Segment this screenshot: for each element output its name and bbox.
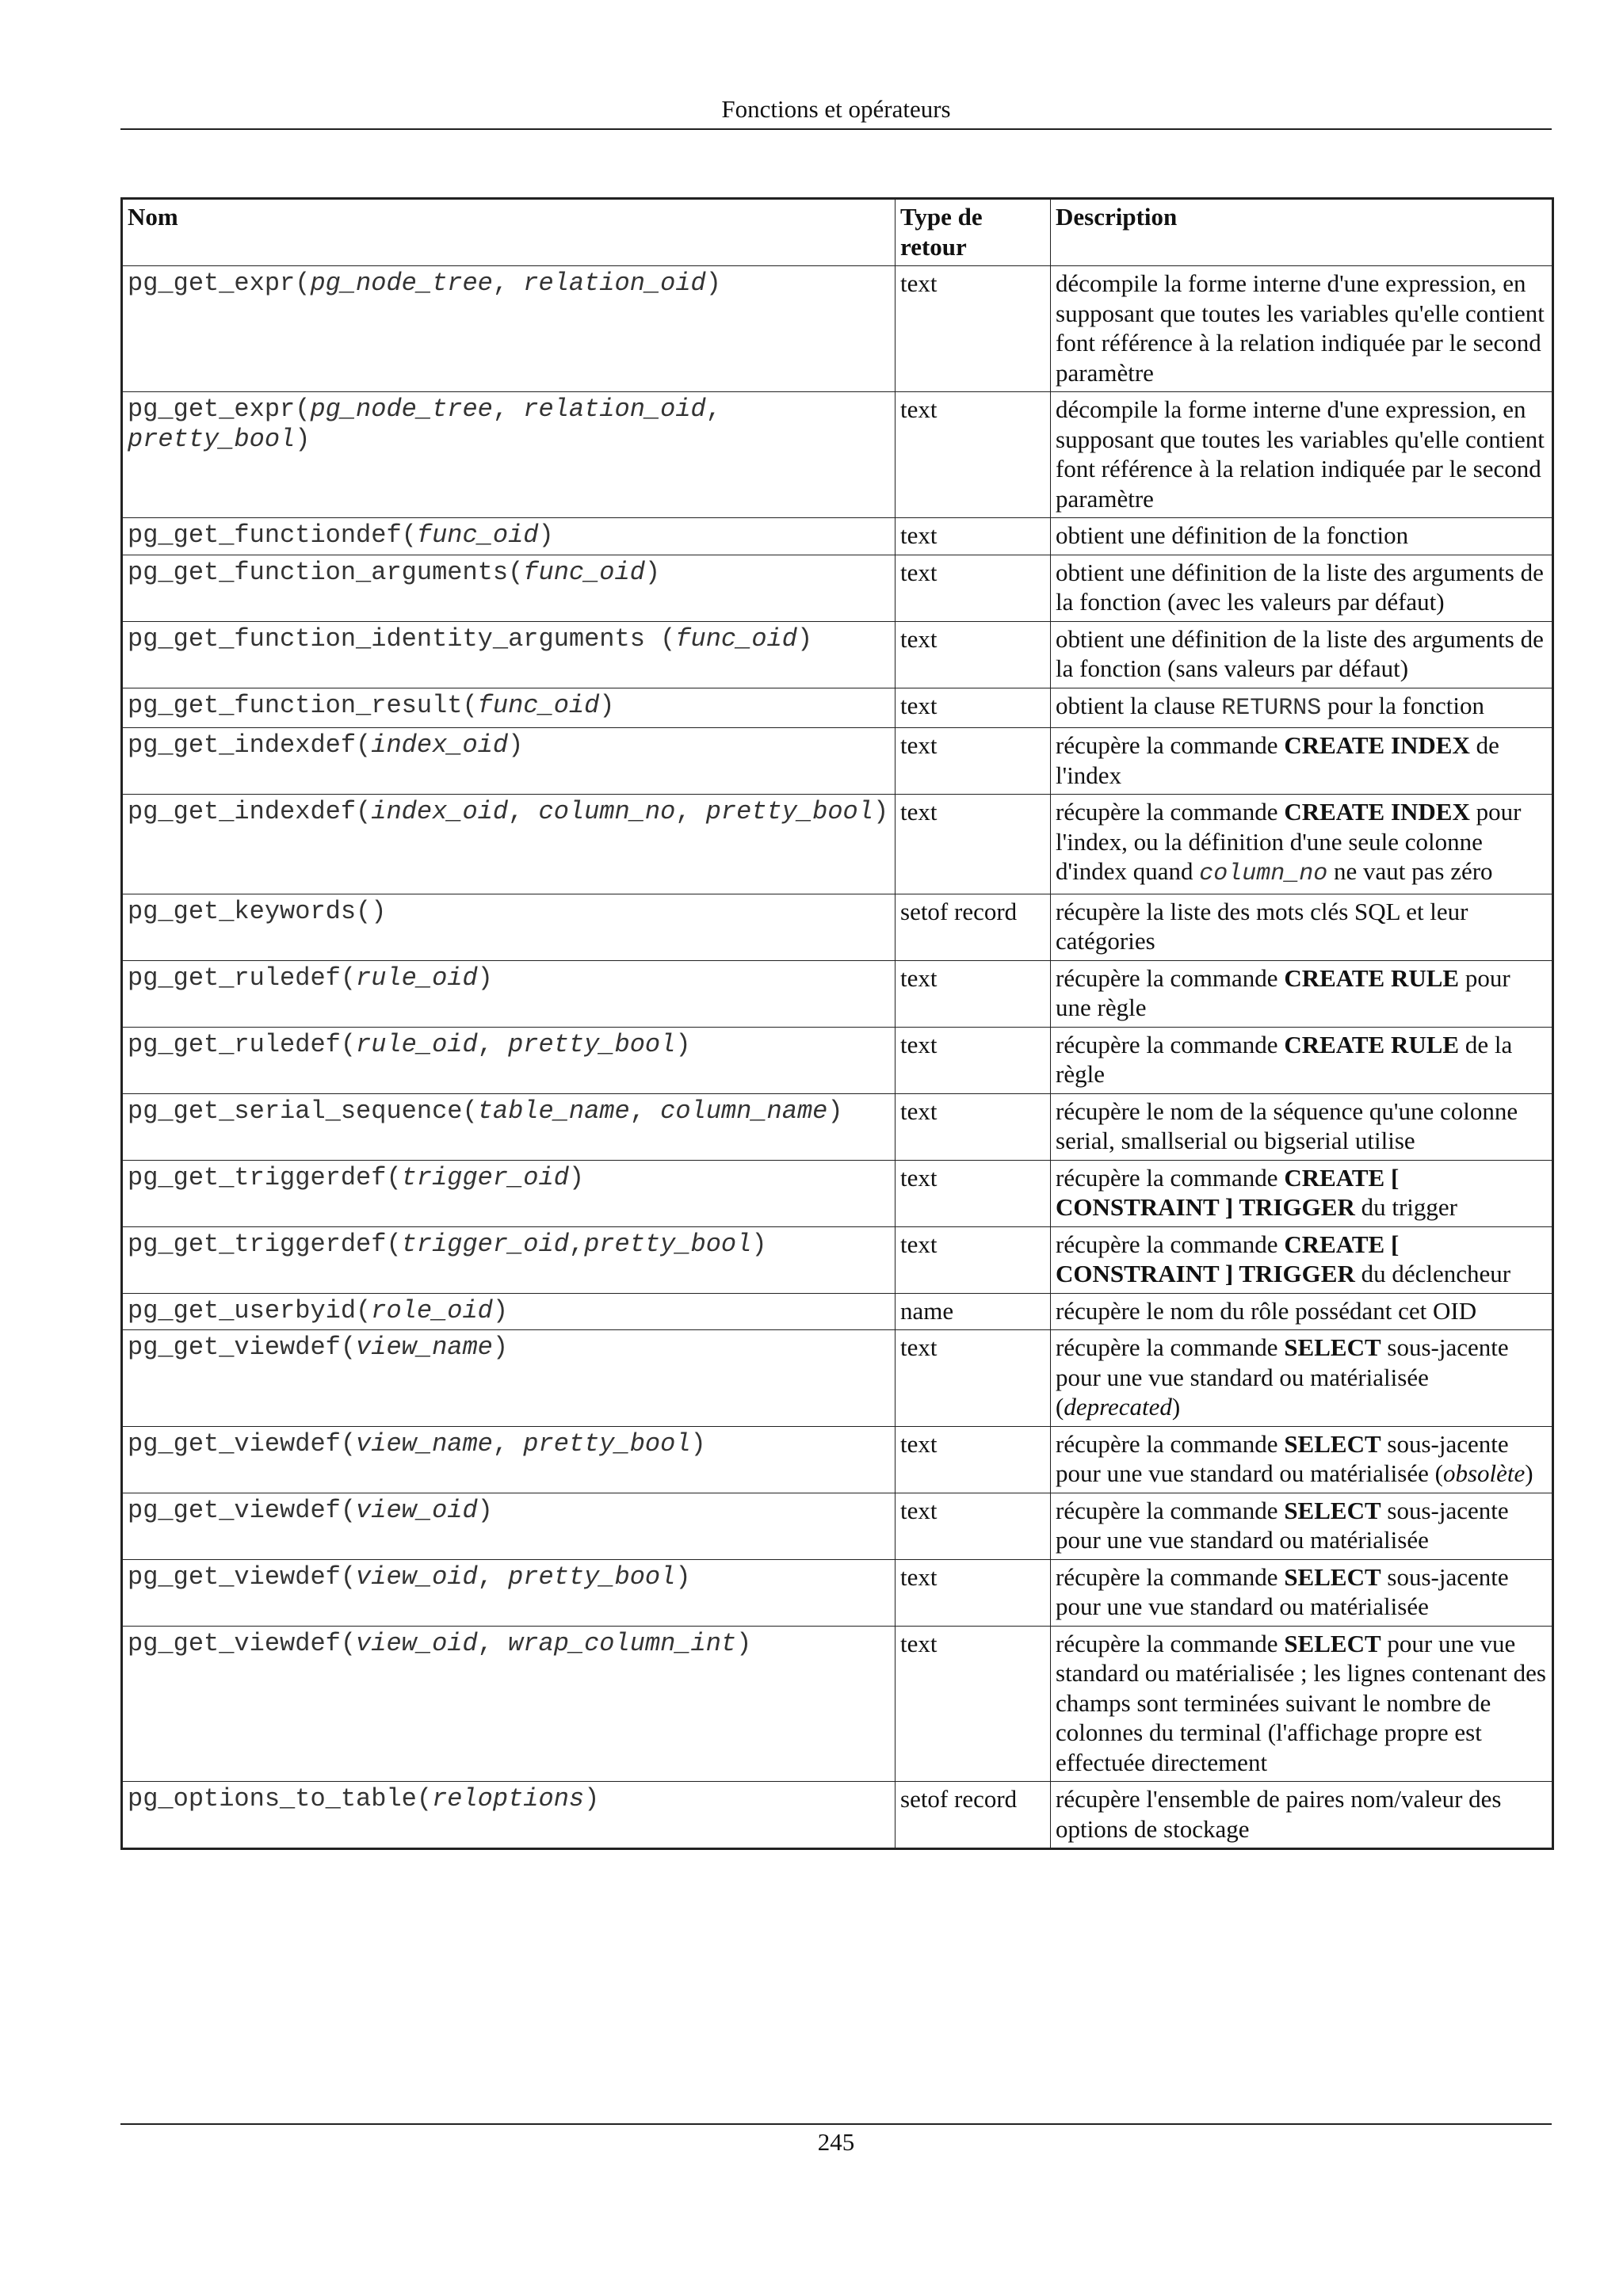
signature-text: ) [827, 1096, 843, 1126]
description-keyword: SELECT [1284, 1562, 1381, 1591]
function-signature [122, 1782, 896, 1849]
signature-text: pg_get_function_result( [128, 690, 478, 720]
description-text: du déclencheur [1354, 1260, 1511, 1287]
description-keyword: CREATE INDEX [1284, 798, 1470, 826]
function-description [1051, 688, 1553, 728]
signature-argument: func_oid [523, 557, 645, 587]
function-description [1051, 1160, 1553, 1226]
signature-text: ) [690, 1428, 706, 1459]
signature-text: pg_get_userbyid( [128, 1295, 372, 1325]
function-description [1051, 894, 1553, 960]
table-row [122, 1293, 1553, 1330]
signature-text: pg_get_triggerdef( [128, 1229, 402, 1259]
function-description [1051, 960, 1553, 1027]
signature-text: , [492, 1428, 524, 1459]
function-description [1051, 728, 1553, 795]
signature-argument: pretty_bool [128, 424, 296, 454]
description-text: pour une règle [1056, 963, 1510, 1021]
signature-argument: view_oid [356, 1628, 478, 1658]
table-row [122, 1426, 1553, 1493]
footer-rule [120, 2123, 1552, 2125]
function-description [1051, 1027, 1553, 1093]
function-signature [122, 960, 896, 1027]
page-header: Fonctions et opérateurs [721, 95, 951, 123]
function-signature [122, 1160, 896, 1226]
signature-text: ) [675, 1562, 691, 1592]
signature-text: , [477, 1628, 509, 1658]
description-keyword: CREATE INDEX [1284, 731, 1470, 759]
return-type: text [896, 621, 1051, 688]
table-row [122, 518, 1553, 555]
return-type: text [896, 266, 1051, 392]
table-row [122, 621, 1553, 688]
return-type: text [896, 1493, 1051, 1559]
return-type: text [896, 555, 1051, 621]
description-keyword: SELECT [1284, 1629, 1381, 1657]
signature-argument: wrap_column_int [508, 1628, 737, 1658]
function-description [1051, 1426, 1553, 1493]
signature-text: pg_get_function_arguments( [128, 557, 524, 587]
table-row [122, 894, 1553, 960]
function-signature [122, 728, 896, 795]
signature-text: ) [538, 521, 554, 550]
function-signature [122, 1293, 896, 1330]
signature-text: ) [751, 1229, 767, 1259]
signature-argument: trigger_oid [401, 1162, 569, 1192]
description-text: récupère la commande [1056, 731, 1285, 759]
description-text: décompile la forme interne d'une expression, en supposant que toutes les variables qu'elle contient font référence à la relation indiquée par le second paramètre [1056, 269, 1545, 387]
signature-text: ) [584, 1784, 600, 1814]
table-row [122, 392, 1553, 518]
description-text: récupère la commande [1056, 1030, 1285, 1058]
signature-text: pg_get_viewdef( [128, 1628, 357, 1658]
table-row [122, 1027, 1553, 1093]
return-type: text [896, 1426, 1051, 1493]
function-description [1051, 1330, 1553, 1427]
return-type: text [896, 1093, 1051, 1160]
function-signature [122, 518, 896, 555]
table-header-row [122, 199, 1553, 266]
signature-text: , [568, 1229, 585, 1259]
description-text: obtient une définition de la liste des arguments de la fonction (sans valeurs par défaut) [1056, 624, 1544, 682]
return-type: text [896, 518, 1051, 555]
function-description [1051, 1226, 1553, 1293]
description-keyword: SELECT [1284, 1429, 1381, 1458]
function-signature [122, 1226, 896, 1293]
table-row [122, 1559, 1553, 1626]
signature-text: pg_options_to_table( [128, 1784, 433, 1814]
table-row [122, 1160, 1553, 1226]
table-row [122, 1782, 1553, 1849]
return-type: text [896, 688, 1051, 728]
description-text: sous-jacente pour une vue standard ou matérialisée ( [1056, 1429, 1509, 1487]
signature-argument: role_oid [371, 1295, 493, 1325]
signature-argument: column_name [660, 1096, 828, 1126]
signature-text: pg_get_viewdef( [128, 1333, 357, 1362]
signature-argument: index_oid [371, 730, 509, 760]
signature-argument: rule_oid [356, 1029, 478, 1059]
description-keyword: CREATE [ CONSTRAINT ] TRIGGER [1056, 1230, 1400, 1287]
signature-argument: func_oid [675, 624, 797, 654]
description-text: récupère la commande [1056, 1496, 1285, 1524]
description-text: sous-jacente pour une vue standard ou matérialisée ( [1056, 1333, 1509, 1421]
description-text: récupère la commande [1056, 1562, 1285, 1591]
signature-argument: relation_oid [523, 395, 706, 424]
function-signature [122, 621, 896, 688]
description-text: pour l'index, ou la définition d'une seule colonne d'index quand [1056, 798, 1522, 885]
function-signature [122, 1093, 896, 1160]
signature-argument: pretty_bool [508, 1562, 676, 1592]
description-text: du trigger [1354, 1193, 1457, 1221]
return-type: setof record [896, 1782, 1051, 1849]
signature-argument: column_no [538, 797, 676, 826]
signature-argument: view_oid [356, 1495, 478, 1525]
description-keyword: CREATE [ CONSTRAINT ] TRIGGER [1056, 1163, 1400, 1221]
signature-text: , [477, 1029, 509, 1059]
return-type: name [896, 1293, 1051, 1330]
signature-text: ) [568, 1162, 585, 1192]
signature-argument: pretty_bool [584, 1229, 752, 1259]
function-signature [122, 1626, 896, 1782]
signature-argument: view_name [356, 1428, 493, 1459]
return-type: text [896, 728, 1051, 795]
description-text: de la règle [1056, 1030, 1513, 1088]
signature-text: , [477, 1562, 509, 1592]
description-text: obtient une définition de la fonction [1056, 521, 1409, 549]
signature-text: , [629, 1096, 661, 1126]
description-text: obtient une définition de la liste des arguments de la fonction (avec les valeurs par défaut) [1056, 558, 1544, 616]
function-signature [122, 266, 896, 392]
description-text: pour une vue standard ou matérialisée ; les lignes contenant des champs sont terminées suivant le nombre de colonnes du terminal (l'affichage propre est effectuée directement [1056, 1629, 1546, 1776]
return-type: text [896, 1027, 1051, 1093]
table-row [122, 960, 1553, 1027]
signature-text: pg_get_keywords() [128, 896, 387, 926]
description-keyword: CREATE RULE [1284, 963, 1460, 992]
function-description [1051, 621, 1553, 688]
table-body [122, 266, 1553, 1849]
description-text: de l'index [1056, 731, 1499, 789]
description-text: pour la fonction [1321, 691, 1484, 719]
signature-text: ) [477, 1495, 493, 1525]
return-type: setof record [896, 894, 1051, 960]
description-text: décompile la forme interne d'une expression, en supposant que toutes les variables qu'elle contient font référence à la relation indiquée par le second paramètre [1056, 395, 1545, 513]
function-signature [122, 795, 896, 894]
description-text: récupère la commande [1056, 1333, 1285, 1361]
function-description [1051, 1293, 1553, 1330]
description-text: récupère le nom du rôle possédant cet OID [1056, 1296, 1477, 1325]
return-type: text [896, 1160, 1051, 1226]
description-text: récupère la commande [1056, 798, 1285, 826]
description-text: récupère la commande [1056, 1230, 1285, 1258]
function-description [1051, 795, 1553, 894]
signature-text: pg_get_functiondef( [128, 521, 417, 550]
description-emphasis: obsolète [1442, 1459, 1526, 1487]
signature-text: pg_get_viewdef( [128, 1562, 357, 1592]
function-signature [122, 1559, 896, 1626]
column-header-name: Nom [122, 199, 896, 266]
description-code: RETURNS [1221, 694, 1322, 722]
table-row [122, 1493, 1553, 1559]
description-text: récupère la commande [1056, 963, 1285, 992]
function-description [1051, 1559, 1553, 1626]
signature-text: pg_get_ruledef( [128, 963, 357, 993]
signature-text: pg_get_indexdef( [128, 797, 372, 826]
return-type: text [896, 392, 1051, 518]
signature-text: pg_get_triggerdef( [128, 1162, 402, 1192]
return-type: text [896, 1226, 1051, 1293]
table-row [122, 1626, 1553, 1782]
signature-argument: index_oid [371, 797, 509, 826]
signature-text: pg_get_viewdef( [128, 1428, 357, 1459]
signature-text: pg_get_expr( [128, 395, 311, 424]
signature-text: ) [796, 624, 813, 654]
signature-text: pg_get_function_identity_arguments ( [128, 624, 676, 654]
description-keyword: SELECT [1284, 1496, 1381, 1524]
function-signature [122, 688, 896, 728]
function-description [1051, 1493, 1553, 1559]
signature-text: pg_get_serial_sequence( [128, 1096, 478, 1126]
description-text: récupère la commande [1056, 1629, 1285, 1657]
description-text: ) [1525, 1459, 1533, 1487]
function-signature [122, 894, 896, 960]
description-text: ) [1171, 1393, 1181, 1421]
signature-text: ) [705, 269, 721, 298]
description-text: obtient la clause [1056, 691, 1222, 719]
signature-text: pg_get_indexdef( [128, 730, 372, 760]
table-row [122, 795, 1553, 894]
signature-text: ) [295, 424, 311, 454]
description-text: récupère le nom de la séquence qu'une colonne serial, smallserial ou bigserial utilise [1056, 1097, 1518, 1154]
signature-argument: func_oid [477, 690, 600, 720]
function-description [1051, 1626, 1553, 1782]
table-row [122, 1093, 1553, 1160]
signature-text: ) [492, 1295, 509, 1325]
return-type: text [896, 960, 1051, 1027]
function-signature [122, 1493, 896, 1559]
function-description [1051, 392, 1553, 518]
table-row [122, 1226, 1553, 1293]
description-text: sous-jacente pour une vue standard ou matérialisée [1056, 1562, 1509, 1620]
signature-argument: relation_oid [523, 269, 706, 298]
table-row [122, 266, 1553, 392]
description-keyword: CREATE RULE [1284, 1030, 1460, 1058]
description-text: récupère la commande [1056, 1429, 1285, 1458]
description-keyword: SELECT [1284, 1333, 1381, 1361]
signature-argument: pretty_bool [523, 1428, 691, 1459]
description-emphasis: deprecated [1064, 1393, 1172, 1421]
header-rule [120, 128, 1552, 130]
page-number: 245 [817, 2128, 855, 2156]
signature-argument: pretty_bool [508, 1029, 676, 1059]
signature-text: , [675, 797, 706, 826]
signature-argument: view_oid [356, 1562, 478, 1592]
table-row [122, 555, 1553, 621]
signature-text: ) [599, 690, 615, 720]
description-text: récupère l'ensemble de paires nom/valeur des options de stockage [1056, 1785, 1502, 1843]
table-row [122, 728, 1553, 795]
signature-text: ) [508, 730, 524, 760]
return-type: text [896, 1559, 1051, 1626]
description-text: récupère la commande [1056, 1163, 1285, 1192]
signature-text: , [705, 395, 721, 424]
signature-argument: reloptions [432, 1784, 585, 1814]
signature-text: pg_get_expr( [128, 269, 311, 298]
function-signature [122, 555, 896, 621]
description-text: sous-jacente pour une vue standard ou matérialisée [1056, 1496, 1509, 1554]
function-description [1051, 1093, 1553, 1160]
function-signature [122, 1330, 896, 1427]
signature-text: ) [675, 1029, 691, 1059]
signature-text: , [492, 395, 524, 424]
signature-argument: trigger_oid [401, 1229, 569, 1259]
return-type: text [896, 795, 1051, 894]
description-text: ne vaut pas zéro [1327, 857, 1493, 885]
description-parameter: column_no [1199, 860, 1328, 887]
signature-text: ) [644, 557, 661, 587]
signature-argument: pretty_bool [705, 797, 873, 826]
description-text: récupère la liste des mots clés SQL et leur catégories [1056, 897, 1468, 955]
signature-text: ) [736, 1628, 752, 1658]
signature-text: ) [492, 1333, 509, 1362]
function-signature [122, 392, 896, 518]
signature-argument: table_name [477, 1096, 630, 1126]
functions-table [120, 197, 1554, 1850]
signature-argument: func_oid [416, 521, 539, 550]
table-row [122, 1330, 1553, 1427]
signature-argument: rule_oid [356, 963, 478, 993]
table-row [122, 688, 1553, 728]
return-type: text [896, 1330, 1051, 1427]
function-description [1051, 555, 1553, 621]
function-signature [122, 1426, 896, 1493]
signature-text: ) [873, 797, 889, 826]
return-type: text [896, 1626, 1051, 1782]
signature-text: pg_get_ruledef( [128, 1029, 357, 1059]
signature-argument: pg_node_tree [310, 269, 493, 298]
function-description [1051, 266, 1553, 392]
column-header-description: Description [1051, 199, 1553, 266]
signature-text: pg_get_viewdef( [128, 1495, 357, 1525]
signature-text: , [508, 797, 539, 826]
column-header-return-type: Type de retour [896, 199, 1051, 266]
function-signature [122, 1027, 896, 1093]
function-description [1051, 1782, 1553, 1849]
signature-argument: view_name [356, 1333, 493, 1362]
function-description [1051, 518, 1553, 555]
signature-text: , [492, 269, 524, 298]
signature-argument: pg_node_tree [310, 395, 493, 424]
signature-text: ) [477, 963, 493, 993]
